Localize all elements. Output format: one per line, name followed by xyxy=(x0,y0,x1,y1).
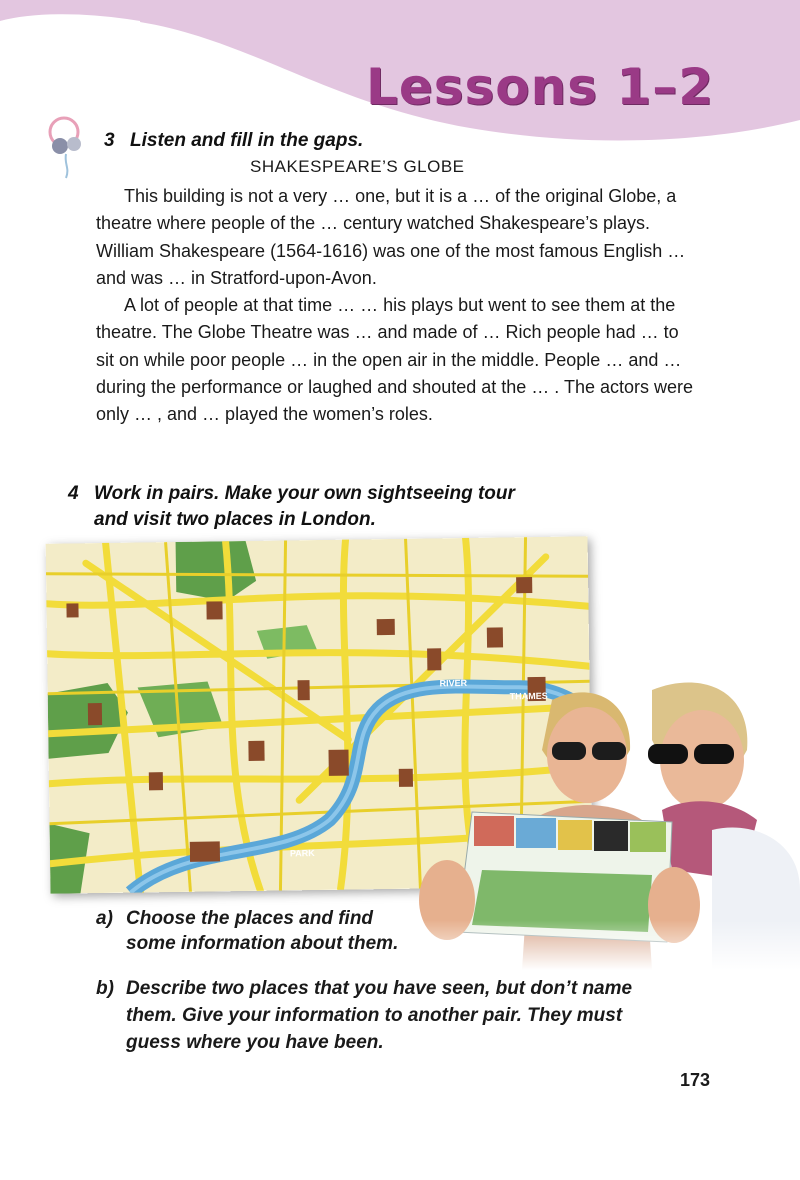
task-4-instruction-line2: and visit two places in London. xyxy=(94,509,376,530)
map-label-thames: THAMES xyxy=(509,690,548,702)
women-reading-map-photo xyxy=(412,670,800,970)
reading-paragraph-1: This building is not a very … one, but it is a … of the original Globe, a theatre where people of the … century watched Shakespeare’s plays. William Shakespeare (1564-1616) was one of the most famous English … and was … in Stratford-upon-Avon. xyxy=(96,186,686,288)
reading-title: SHAKESPEARE’S GLOBE xyxy=(250,157,465,176)
page-number: 173 xyxy=(680,1070,711,1090)
map-label-park: PARK xyxy=(289,848,315,859)
audio-cd-icon[interactable] xyxy=(44,112,92,182)
task-4-item-b-line2: them. Give your information to another pair. They must xyxy=(126,1005,623,1026)
reading-paragraph-2: A lot of people at that time … … his plays but went to see them at the theatre. The Globe Theatre was … and made of … Rich people had … to sit on while poor people … in the open air in the middle. People … and … during the performance or laughed and shouted at the … . The actors were only … , and … played the women’s roles. xyxy=(96,295,694,425)
task-3-heading xyxy=(104,130,363,152)
task-3-number: 3 xyxy=(104,130,115,151)
task-4-item-a-line1: Choose the places and find xyxy=(126,908,374,929)
task-3-instruction: Listen and fill in the gaps. xyxy=(130,130,364,151)
task-4-heading xyxy=(68,481,515,533)
task-4-number: 4 xyxy=(68,483,79,504)
task-4-item-a xyxy=(96,906,399,956)
reading-text xyxy=(96,183,696,429)
task-4-item-a-line2: some information about them. xyxy=(126,933,399,954)
lesson-title: Lessons 1–2 xyxy=(366,58,714,116)
task-4-item-b-letter: b) xyxy=(96,978,114,999)
task-4-item-b-line1: Describe two places that you have seen, but don’t name xyxy=(126,978,633,999)
task-4-item-b-line3: guess where you have been. xyxy=(126,1032,384,1053)
map-label-river: RIVER xyxy=(439,677,468,689)
task-4-item-b xyxy=(96,975,633,1056)
task-4-instruction-line1: Work in pairs. Make your own sightseeing tour xyxy=(94,483,515,504)
task-4-item-a-letter: a) xyxy=(96,908,113,929)
